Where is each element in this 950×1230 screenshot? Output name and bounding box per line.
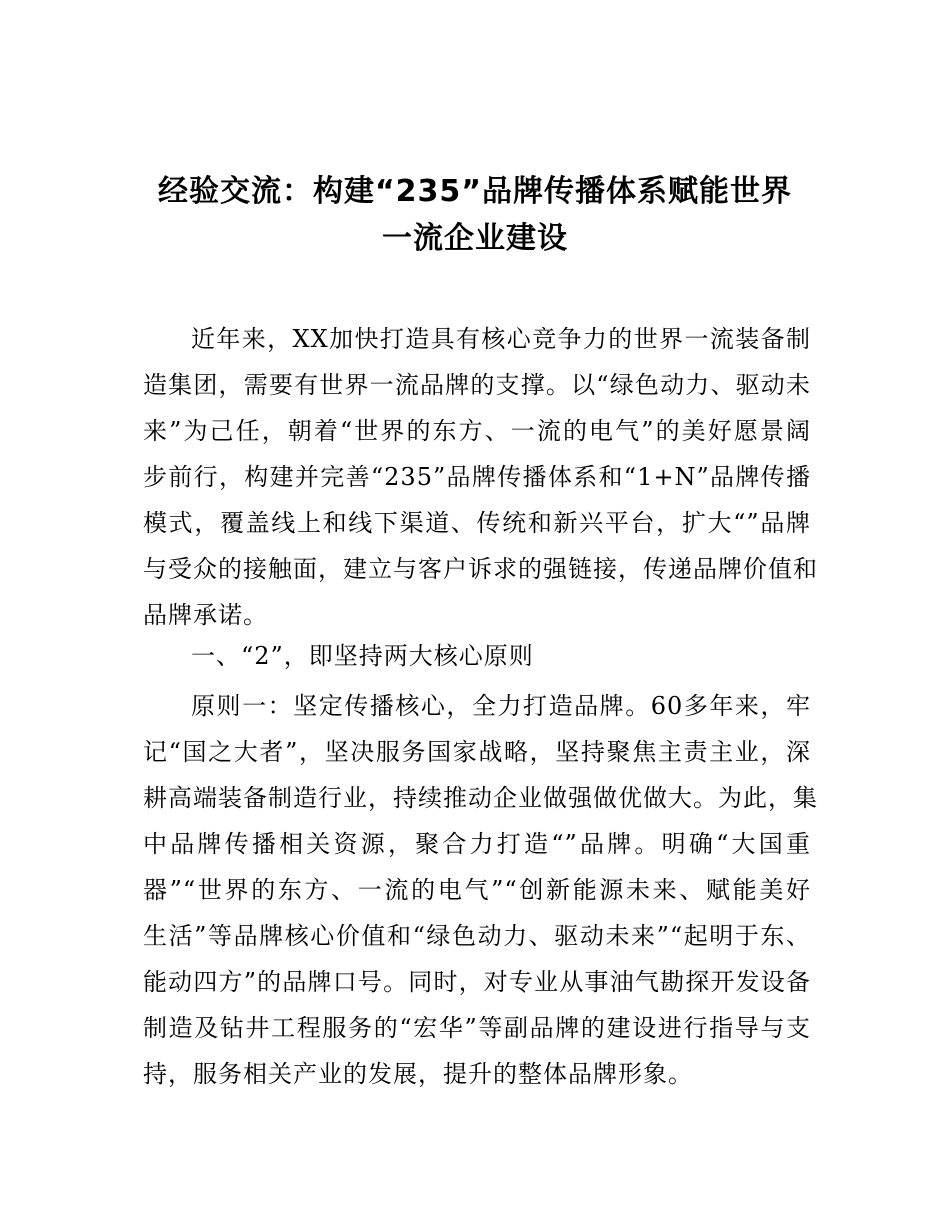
text-line: 品牌承诺。	[143, 601, 268, 629]
text-line: 中品牌传播相关资源，聚合力打造“”品牌。明确“大国重	[143, 830, 811, 858]
title-line-1: 经验交流：构建“235”品牌传播体系赋能世界	[157, 174, 793, 209]
text-line: 近年来，XX加快打造具有核心竞争力的世界一流装备制	[191, 325, 811, 353]
text-line: 记“国之大者”，坚决服务国家战略，坚持聚焦主责主业，深	[143, 738, 811, 766]
text-line: 制造及钻井工程服务的“宏华”等副品牌的建设进行指导与支	[143, 1014, 811, 1042]
title-line-2: 一流企业建设	[382, 221, 568, 256]
text-line: 步前行，构建并完善“235”品牌传播体系和“1+N”品牌传播	[143, 463, 811, 491]
text-line: 一、“2”，即坚持两大核心原则	[191, 642, 534, 670]
text-line: 与受众的接触面，建立与客户诉求的强链接，传递品牌价值和	[143, 555, 818, 583]
text-line: 生活”等品牌核心价值和“绿色动力、驱动未来”“起明于东、	[143, 922, 811, 950]
text-line: 持，服务相关产业的发展，提升的整体品牌形象。	[143, 1060, 693, 1088]
text-line: 来”为己任，朝着“世界的东方、一流的电气”的美好愿景阔	[143, 417, 811, 445]
text-line: 造集团，需要有世界一流品牌的支撑。以“绿色动力、驱动未	[143, 371, 811, 399]
text-line: 模式，覆盖线上和线下渠道、传统和新兴平台，扩大“”品牌	[143, 509, 811, 537]
text-line: 器”“世界的东方、一流的电气”“创新能源未来、赋能美好	[143, 876, 811, 904]
text-line: 原则一：坚定传播核心，全力打造品牌。60多年来，牢	[191, 692, 811, 720]
text-line: 耕高端装备制造行业，持续推动企业做强做优做大。为此，集	[143, 784, 818, 812]
text-line: 能动四方”的品牌口号。同时，对专业从事油气勘探开发设备	[143, 968, 811, 996]
